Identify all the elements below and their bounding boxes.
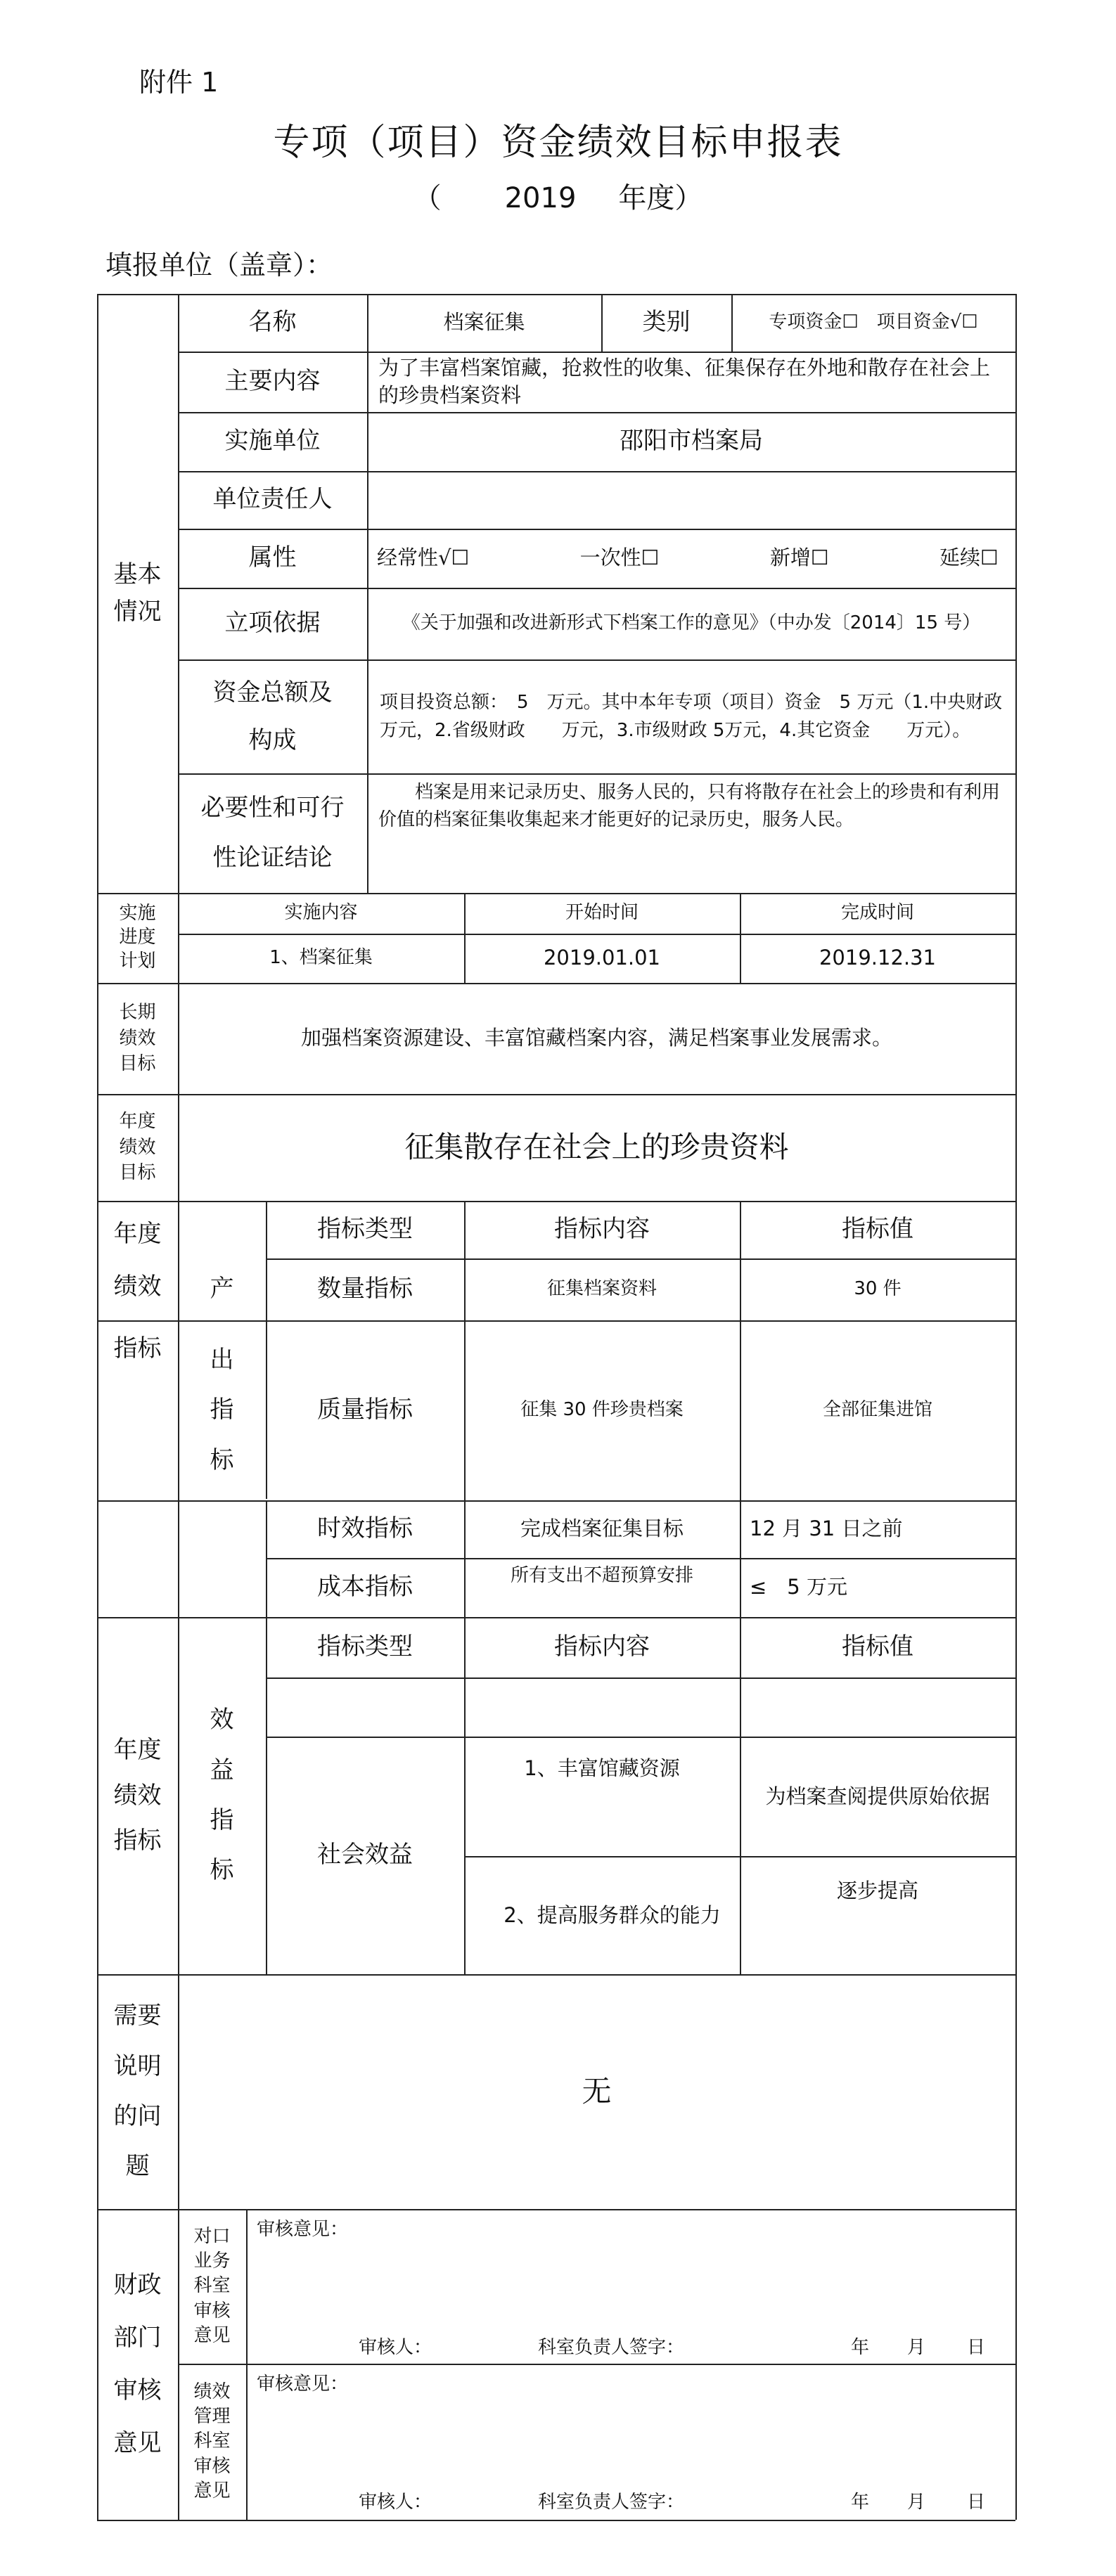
- timeliness-type: 时效指标: [317, 1514, 413, 1543]
- review-dept1-label: 对口 业务 科室 审核 意见: [193, 2226, 231, 2346]
- quantity-type: 数量指标: [317, 1275, 413, 1303]
- basis-value: 《关于加强和改进新形式下档案工作的意见》（中办发〔2014〕15 号）: [402, 612, 981, 634]
- longterm-section-label: 长期 绩效 目标: [119, 1002, 156, 1075]
- attachment-label: 附件 1: [139, 67, 219, 98]
- quantity-content: 征集档案资料: [546, 1278, 657, 1300]
- funds-value: 项目投资总额： 5 万元。其中本年专项（项目）资金 5 万元（1.中央财政 万元，2.省级财政 万元，3.市级财政 5万元，4.其它资金 万元）。: [380, 691, 1039, 741]
- plan-col-end: 完成时间: [840, 902, 914, 924]
- quality-content: 征集 30 件珍贵档案: [520, 1399, 684, 1421]
- timeliness-value: 12 月 31 日之前: [750, 1516, 903, 1541]
- page-title: 专项（项目）资金绩效目标申报表: [273, 122, 843, 164]
- attr-regular: 经常性√☐: [377, 546, 470, 570]
- review1-head-sign-label: 科室负责人签字：: [538, 2337, 685, 2358]
- benefit-item2-content: 2、提高服务群众的能力: [504, 1902, 721, 1927]
- attribute-label: 属性: [248, 543, 297, 572]
- review-section-label: 财政 部门 审核 意见: [113, 2271, 162, 2457]
- longterm-value: 加强档案资源建设、丰富馆藏档案内容，满足档案事业发展需求。: [300, 1026, 892, 1050]
- benefit-item1-value: 为档案查阅提供原始依据: [765, 1784, 990, 1808]
- plan-row-end: 2019.12.31: [819, 946, 937, 970]
- output-sub-label-2: 出 指 标: [210, 1345, 234, 1474]
- necessity-label: 必要性和可行 性论证结论: [200, 793, 345, 872]
- plan-section-label: 实施 进度 计划: [119, 903, 156, 972]
- responsible-value: [367, 471, 1015, 529]
- notes-section-label: 需要 说明 的问 题: [113, 2002, 162, 2181]
- cost-value: ≤ 5 万元: [750, 1575, 847, 1599]
- benefit-col-content: 指标内容: [554, 1632, 650, 1661]
- year-line: [0, 176, 1116, 216]
- necessity-value: 档案是用来记录历史、服务人民的，只有将散存在社会上的珍贵和有利用价值的档案征集收集起来才能更好的记录历史，服务人民。: [378, 782, 1001, 830]
- review2-reviewer-label: 审核人：: [359, 2492, 432, 2513]
- timeliness-content: 完成档案征集目标: [520, 1516, 684, 1541]
- impl-unit-label: 实施单位: [224, 427, 321, 456]
- name-label: 名称: [248, 308, 297, 337]
- attr-continue: 延续☐: [939, 546, 999, 570]
- output-section-label-bottom: 指标: [113, 1334, 162, 1363]
- cost-type: 成本指标: [317, 1573, 413, 1602]
- basic-section-label: 基本 情况: [113, 560, 162, 626]
- benefit-item1-content: 1、丰富馆藏资源: [524, 1756, 680, 1780]
- impl-unit-value: 邵阳市档案局: [620, 427, 763, 456]
- review1-year-label: 年: [851, 2337, 870, 2358]
- benefit-sub-label: 效 益 指 标: [210, 1706, 234, 1885]
- output-col-content: 指标内容: [554, 1215, 650, 1244]
- plan-col-start: 开始时间: [565, 902, 639, 924]
- benefit-col-value: 指标值: [842, 1632, 913, 1661]
- review1-opinion-label: 审核意见：: [257, 2219, 349, 2240]
- year-open: （: [413, 182, 442, 214]
- review1-reviewer-label: 审核人：: [359, 2337, 432, 2358]
- year-close: 年度）: [618, 182, 703, 214]
- review1-month-label: 月: [907, 2337, 926, 2358]
- benefit-section-label: 年度 绩效 指标: [113, 1736, 162, 1855]
- funds-label: 资金总额及 构成: [212, 678, 333, 754]
- review2-year-label: 年: [851, 2492, 870, 2513]
- category-options: 专项资金☐ 项目资金√☐: [769, 311, 978, 333]
- output-col-type: 指标类型: [317, 1215, 413, 1244]
- responsible-label: 单位责任人: [212, 485, 333, 514]
- benefit-col-type: 指标类型: [317, 1632, 413, 1661]
- review1-day-label: 日: [967, 2337, 986, 2358]
- notes-value: 无: [582, 2073, 612, 2108]
- review-dept2-label: 绩效 管理 科室 审核 意见: [193, 2381, 231, 2501]
- plan-row-content: 1、档案征集: [269, 947, 373, 969]
- review2-head-sign-label: 科室负责人签字：: [538, 2492, 685, 2513]
- quality-type: 质量指标: [317, 1396, 413, 1424]
- plan-col-content: 实施内容: [284, 902, 358, 924]
- content-value: 为了丰富档案馆藏，抢救性的收集、征集保存在外地和散存在社会上的珍贵档案资料: [378, 355, 991, 407]
- output-sub-label-1: 产: [210, 1275, 234, 1303]
- cost-content: 所有支出不超预算安排: [510, 1565, 693, 1586]
- year-value: 2019: [504, 182, 577, 214]
- annual-goal-value: 征集散存在社会上的珍贵资料: [404, 1129, 789, 1164]
- benefit-item2-value: 逐步提高: [836, 1879, 918, 1902]
- basis-label: 立项依据: [224, 609, 321, 638]
- quality-value: 全部征集进馆: [822, 1399, 932, 1421]
- review2-month-label: 月: [907, 2492, 926, 2513]
- content-label: 主要内容: [224, 367, 321, 396]
- quantity-value: 30 件: [854, 1278, 902, 1300]
- plan-row-start: 2019.01.01: [543, 946, 661, 970]
- category-label: 类别: [642, 308, 691, 337]
- attr-onetime: 一次性☐: [579, 546, 660, 570]
- name-value: 档案征集: [443, 310, 525, 335]
- output-section-label-top: 年度 绩效: [113, 1220, 162, 1301]
- annual-goal-section-label: 年度 绩效 目标: [119, 1111, 156, 1184]
- output-col-value: 指标值: [842, 1215, 913, 1244]
- filing-unit-label: 填报单位（盖章）：: [105, 250, 333, 281]
- social-benefit-type: 社会效益: [317, 1841, 413, 1869]
- attr-new: 新增☐: [769, 546, 829, 570]
- review2-opinion-label: 审核意见：: [257, 2374, 349, 2395]
- review2-day-label: 日: [967, 2492, 986, 2513]
- attribute-options: [367, 529, 1015, 588]
